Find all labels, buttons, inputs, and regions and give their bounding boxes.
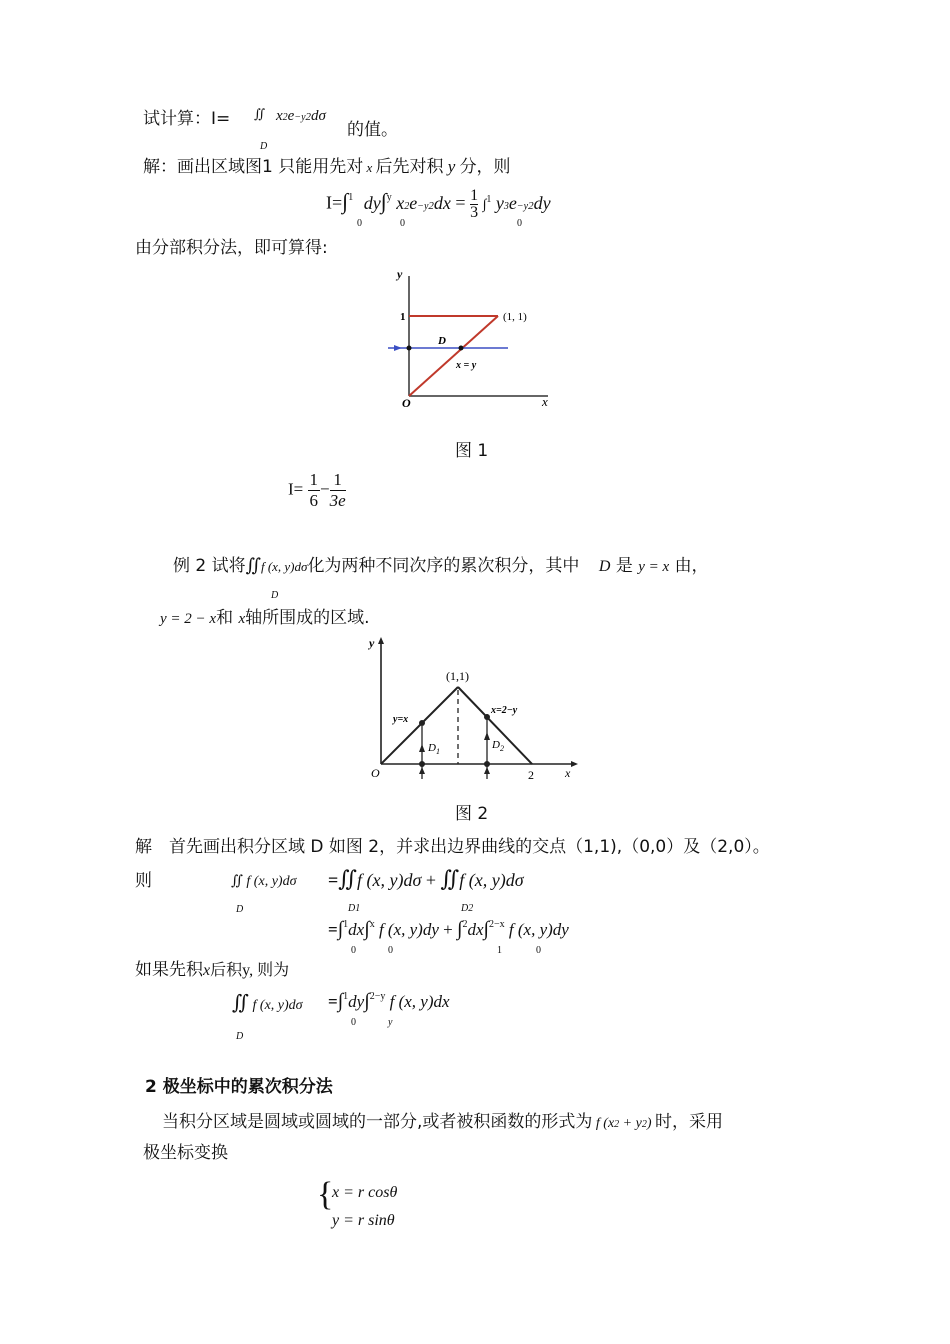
- integrand-1: x2e−y2dσ: [276, 108, 326, 124]
- equation-iterated-1: =∫$^1$dx∫$^x$ f (x, y)dy + ∫$^2$dx∫$^{2-x}$ f (x, y)dy: [328, 918, 569, 940]
- equation-1: I=∫$^1$ dy∫$^y$ x2e−y2dx = $\frac{1}{3}$ ∫$^1$ y3e−y2dy: [326, 187, 551, 221]
- figure-1: [380, 266, 570, 412]
- problem-prefix: 试计算：I=: [143, 109, 231, 129]
- y-axis-label: y: [397, 267, 403, 281]
- figure-2: [368, 634, 583, 782]
- limit-lower: 0: [357, 218, 362, 229]
- x-axis-label: x: [542, 394, 548, 409]
- x-axis-label: x: [565, 766, 571, 780]
- equation-split: =∬f (x, y)dσ + ∬f (x, y)dσ: [328, 866, 524, 891]
- intersection-point: [459, 346, 464, 351]
- domain-subscript: D: [236, 1031, 244, 1042]
- solution-line: 解：画出区域图1 只能用先对 x 后先对积 y 分，则: [143, 157, 511, 177]
- limit-lower: 0: [351, 945, 356, 956]
- section-2-title: 2 极坐标中的累次积分法: [145, 1077, 333, 1097]
- diagonal-edge: [409, 316, 498, 396]
- arrow-head: [419, 767, 425, 774]
- limit-lower: 0: [351, 1017, 356, 1028]
- limit-lower: 1: [497, 945, 502, 956]
- intersection-point: [407, 346, 412, 351]
- section-2-line-1: 当积分区域是圆域或圆域的一部分,或者被积函数的形式为 f (x2 + y2) 时，采用: [162, 1112, 724, 1132]
- limit-lower: y: [388, 1017, 393, 1028]
- d1-label: $D_1$: [428, 742, 440, 756]
- lhs-integral-2: ∬ f (x, y)dσ: [232, 992, 303, 1014]
- limit-lower: 0: [517, 218, 522, 229]
- left-edge: [381, 687, 458, 764]
- origin-label: O: [371, 766, 380, 780]
- integration-by-parts-text: 由分部积分法，即可算得:: [135, 238, 328, 258]
- example-2-line-2: y = 2 − x和 x轴所围成的区域.: [160, 608, 370, 628]
- result-equation: I= $\frac{1}{6}$ − $\frac{1}{3e}$: [288, 470, 346, 510]
- figure-1-caption: 图 1: [455, 441, 489, 461]
- figure-2-caption: 图 2: [455, 804, 489, 824]
- domain-subscript: D: [236, 904, 244, 915]
- arrow-head: [484, 732, 490, 740]
- integral-formula-1: ∬: [254, 106, 266, 121]
- system-brace: {: [317, 1176, 334, 1213]
- limit-lower: 0: [536, 945, 541, 956]
- arrow-head: [394, 345, 402, 351]
- line-label: x = y: [456, 360, 477, 371]
- d1-subscript: D1: [348, 903, 361, 914]
- origin-label: O: [402, 396, 411, 410]
- y-arrow: [378, 637, 384, 644]
- section-2-line-2: 极坐标变换: [143, 1143, 228, 1163]
- d2-label: $D_2$: [492, 739, 504, 753]
- y-axis-label: y: [369, 636, 375, 650]
- solution-2-line: 解 首先画出积分区域 D 如图 2，并求出边界曲线的交点（1,1),（0,0）及（2,0）。: [135, 837, 770, 857]
- then-label: 则: [135, 871, 152, 891]
- right-line-label: x=2−y: [491, 705, 518, 716]
- boundary-point: [419, 720, 425, 726]
- region-label: D: [438, 335, 446, 347]
- tick-1-label: 1: [400, 311, 406, 323]
- polar-x: x = r cosθ: [332, 1184, 398, 1201]
- two-label: 2: [528, 768, 534, 782]
- arrow-head: [484, 767, 490, 774]
- limit-lower: 0: [388, 945, 393, 956]
- left-line-label: y=x: [393, 714, 409, 725]
- example-2-line: 例 2 试将∬f (x, y)dσ化为两种不同次序的累次积分，其中 D 是 y = x 由，: [173, 555, 709, 576]
- right-edge: [458, 687, 532, 764]
- peak-label: (1,1): [446, 669, 469, 683]
- equation-iterated-2: =∫$^1$dy∫$^{2-y}$ f (x, y)dx: [328, 990, 450, 1012]
- axis-point: [419, 761, 425, 767]
- boundary-point: [484, 714, 490, 720]
- lhs-integral: ∬ f (x, y)dσ: [231, 874, 297, 889]
- axis-point: [484, 761, 490, 767]
- domain-subscript-1: D: [260, 141, 268, 152]
- arrow-head: [419, 744, 425, 752]
- domain-subscript-2: D: [271, 590, 279, 601]
- point-label: (1, 1): [503, 311, 527, 323]
- reverse-order-line: 如果先积x后积y, 则为: [135, 960, 290, 980]
- limit-lower: 0: [400, 218, 405, 229]
- polar-y: y = r sinθ: [332, 1212, 395, 1229]
- x-arrow: [571, 761, 578, 767]
- problem-suffix: 的值。: [347, 120, 398, 140]
- d2-subscript: D2: [461, 903, 474, 914]
